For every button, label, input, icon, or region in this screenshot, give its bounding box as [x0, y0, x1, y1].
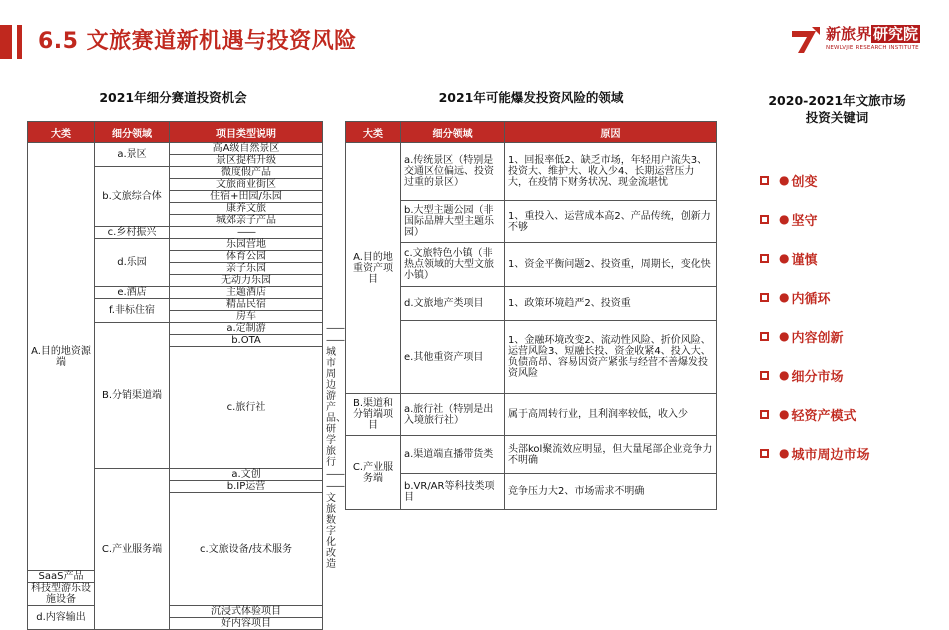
keywords-title: [737, 92, 937, 126]
reason-cell: 1、重投入、运营成本高2、产品传统，创新力不够: [505, 201, 717, 243]
left-section-title: 2021年细分赛道投资机会: [99, 90, 247, 105]
subfield-cell: a.景区: [95, 143, 170, 167]
subfield-cell: a.定制游: [170, 323, 323, 335]
checkbox-icon: [760, 254, 769, 263]
subfield-cell: a.旅行社（特别是出入境旅行社）: [401, 394, 505, 436]
category-cell: B.渠道和分销端项目: [346, 394, 401, 436]
reason-cell: 1、回报率低2、缺乏市场，年轻用户流失3、投资大、维护大、收入少4、长期运营压力大，在疫情下财务状况、现金流堪忧: [505, 143, 717, 201]
subfield-cell: e.酒店: [95, 287, 170, 299]
subfield-cell: d.乐园: [95, 239, 170, 287]
project-cell: 住宿+田园/乐园: [170, 191, 323, 203]
reason-cell: 竞争压力大2、市场需求不明确: [505, 474, 717, 510]
keyword-item: ● 细分市场: [760, 365, 930, 385]
project-cell: 主题酒店: [170, 287, 323, 299]
subfield-cell: a.文创: [170, 469, 323, 481]
opportunity-table: 大类 细分领域 项目类型说明 A.目的地资源端 a.景区 高A级自然景区 景区提档升级 b.文旅综合体 微度假产品 文旅商业街区 住宿+田园/乐园 康养文旅 城郊亲子产品 c.乡村振兴 —— d.乐园 乐园营地 体育公园 亲子乐园 无动力乐园 e.酒店 主题酒店 f.非标住宿 精品民宿 房车 B.分销渠道端 a.定制游 —— b.OTA —— c.旅行社 城市周边游产品、研学旅行 C.产业服务端 a.文创 —— b.IP运营 —— c.文旅设备/技术服务 文旅数字化改造 SaaS产品 科技型游乐设施设备 d.内容输出 沉浸式体验项目 好内容项目: [27, 121, 323, 630]
keyword-list: [760, 170, 930, 482]
subfield-cell: c.旅行社: [170, 347, 323, 469]
subfield-cell: b.VR/AR等科技类项目: [401, 474, 505, 510]
category-cell: B.分销渠道端: [95, 323, 170, 469]
project-cell: 景区提档升级: [170, 155, 323, 167]
keywords-title-line1: 2020-2021年文旅市场: [768, 93, 906, 108]
project-cell: 沉浸式体验项目: [170, 606, 323, 618]
keyword-item: ● 创变: [760, 170, 930, 190]
pin-icon: ●: [779, 251, 790, 265]
project-cell: 精品民宿: [170, 299, 323, 311]
table-header-cell: 大类: [346, 122, 401, 143]
checkbox-icon: [760, 215, 769, 224]
pin-icon: ●: [779, 407, 790, 421]
subfield-cell: a.传统景区（特别是交通区位偏远、投资过重的景区）: [401, 143, 505, 201]
pin-icon: ●: [779, 446, 790, 460]
category-cell: C.产业服务端: [346, 436, 401, 510]
keyword-item: ● 谨慎: [760, 248, 930, 268]
project-cell: 高A级自然景区: [170, 143, 323, 155]
category-cell: C.产业服务端: [95, 469, 170, 630]
middle-section-title: 2021年可能爆发投资风险的领域: [438, 90, 624, 105]
checkbox-icon: [760, 176, 769, 185]
table-header-cell: 项目类型说明: [170, 122, 323, 143]
project-cell: 房车: [170, 311, 323, 323]
project-cell: SaaS产品: [28, 571, 95, 583]
checkbox-icon: [760, 371, 769, 380]
keyword-item: ● 内容创新: [760, 326, 930, 346]
page-title: 6.5 文旅赛道新机遇与投资风险: [38, 29, 357, 54]
table-header-cell: 细分领域: [95, 122, 170, 143]
title-accent-bar-thin: [17, 25, 22, 59]
logo-arrow-icon: [790, 25, 822, 55]
logo-text-en: NEWLVJIE RESEARCH INSTITUTE: [826, 45, 919, 51]
project-cell: 乐园营地: [170, 239, 323, 251]
subfield-cell: a.渠道端直播带货类: [401, 436, 505, 474]
risk-table: [345, 121, 717, 510]
checkbox-icon: [760, 449, 769, 458]
keyword-item: ● 轻资产模式: [760, 404, 930, 424]
project-cell: 好内容项目: [170, 618, 323, 630]
subfield-cell: d.文旅地产类项目: [401, 287, 505, 321]
keyword-item: ● 内循环: [760, 287, 930, 307]
project-cell: 康养文旅: [170, 203, 323, 215]
project-cell: 科技型游乐设施设备: [28, 583, 95, 606]
reason-cell: 1、资金平衡问题2、投资重，周期长，变化快: [505, 243, 717, 287]
pin-icon: ●: [779, 290, 790, 304]
project-cell: 体育公园: [170, 251, 323, 263]
project-cell: 文旅商业街区: [170, 179, 323, 191]
subfield-cell: c.文旅特色小镇（非热点领域的大型文旅小镇）: [401, 243, 505, 287]
subfield-cell: c.乡村振兴: [95, 227, 170, 239]
logo-text-cn: 新旅界 研究院: [826, 25, 919, 43]
reason-cell: 1、政策环境趋严2、投资重: [505, 287, 717, 321]
keywords-title-line2: 投资关键词: [805, 110, 869, 125]
subfield-cell: b.OTA: [170, 335, 323, 347]
subfield-cell: f.非标住宿: [95, 299, 170, 323]
pin-icon: ●: [779, 212, 790, 226]
category-cell: A.目的地重资产项目: [346, 143, 401, 394]
project-cell: 微度假产品: [170, 167, 323, 179]
subfield-cell: c.文旅设备/技术服务: [170, 493, 323, 606]
pin-icon: ●: [779, 173, 790, 187]
subfield-cell: b.文旅综合体: [95, 167, 170, 227]
brand-logo: [790, 23, 940, 59]
keyword-item: ● 坚守: [760, 209, 930, 229]
reason-cell: 头部kol聚流效应明显，但大量尾部企业竞争力不明确: [505, 436, 717, 474]
pin-icon: ●: [779, 329, 790, 343]
project-cell: 城郊亲子产品: [170, 215, 323, 227]
checkbox-icon: [760, 332, 769, 341]
table-header-cell: 细分领域: [401, 122, 505, 143]
table-header-cell: 原因: [505, 122, 717, 143]
subfield-cell: b.大型主题公园（非国际品牌大型主题乐园）: [401, 201, 505, 243]
keyword-item: ● 城市周边市场: [760, 443, 930, 463]
subfield-cell: d.内容输出: [28, 606, 95, 630]
checkbox-icon: [760, 293, 769, 302]
project-cell: 亲子乐园: [170, 263, 323, 275]
subfield-cell: e.其他重资产项目: [401, 321, 505, 394]
reason-cell: 属于高周转行业，且利润率较低，收入少: [505, 394, 717, 436]
project-cell: ——: [170, 227, 323, 239]
title-accent-bar: [0, 25, 12, 59]
checkbox-icon: [760, 410, 769, 419]
project-cell: 无动力乐园: [170, 275, 323, 287]
table-header-cell: 大类: [28, 122, 95, 143]
subfield-cell: b.IP运营: [170, 481, 323, 493]
pin-icon: ●: [779, 368, 790, 382]
category-cell: A.目的地资源端: [28, 143, 95, 571]
reason-cell: 1、金融环境改变2、流动性风险、折价风险、运营风险3、短融长投、资金收紧4、投入大、负债高昂、容易因资产紧张与经营不善爆发投资风险: [505, 321, 717, 394]
